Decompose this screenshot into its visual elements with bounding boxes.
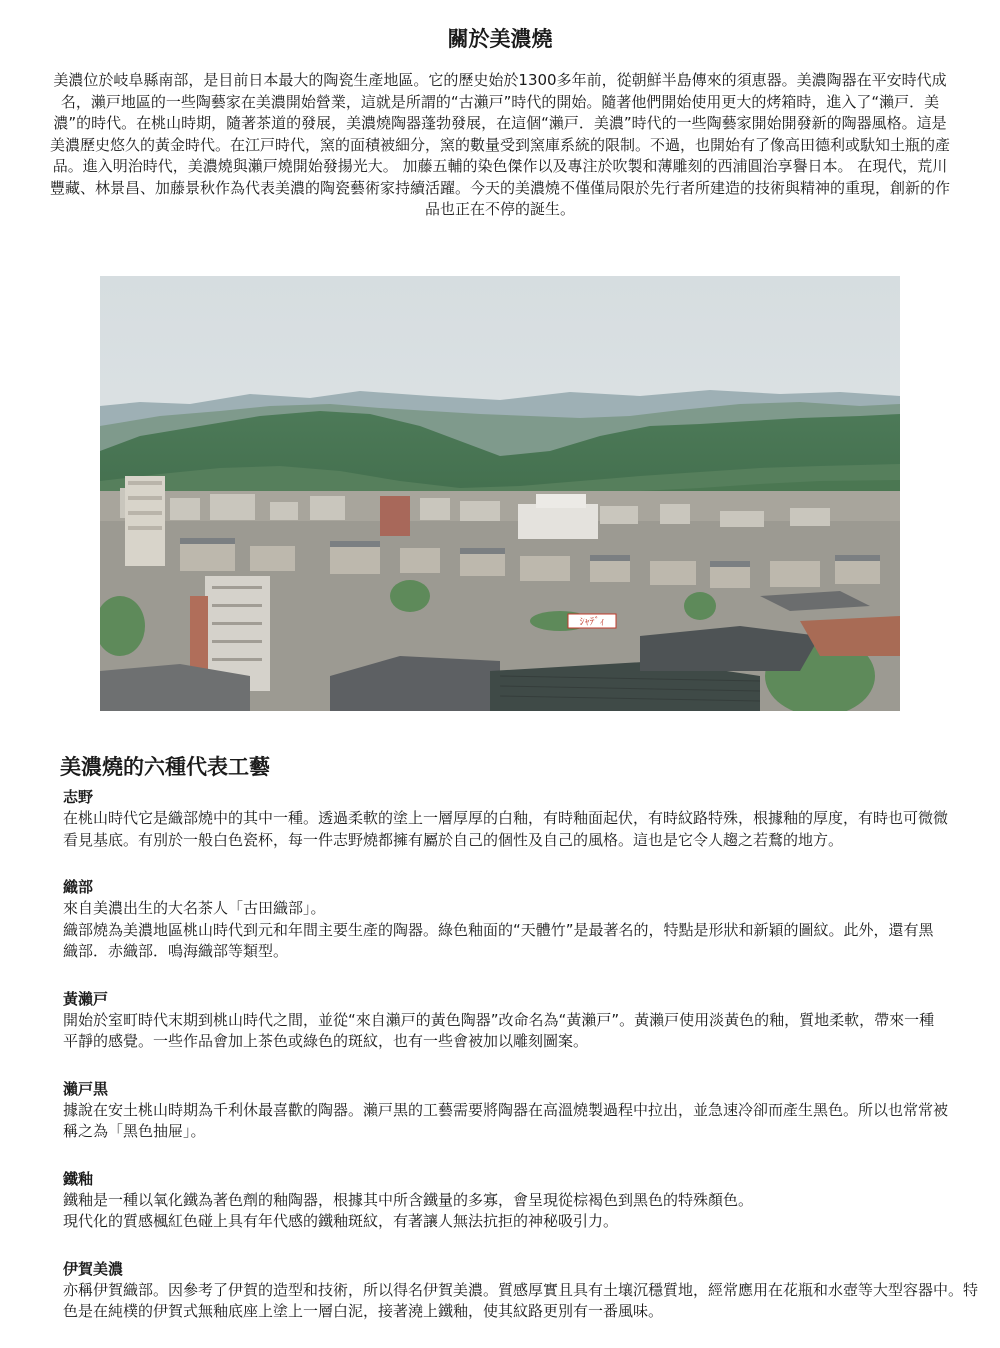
craft-item-shino <box>63 786 983 851</box>
craft-item-iga-mino <box>63 1258 983 1323</box>
craft-name: 瀨戸黒 <box>63 1079 109 1098</box>
craft-item-setoguro <box>63 1078 983 1143</box>
craft-description: 來自美濃出生的大名茶人「古田織部」。 <box>63 899 326 917</box>
craft-description: 開始於室町時代末期到桃山時代之間，並從“來自瀨戸的黃色陶器”改命名為“黃瀨戸”。黃瀨戸使用淡黃色的釉，質地柔軟，帶來一種平靜的感覺。一些作品會加上茶色或綠色的斑紋，也有一些會被加以雕刻圖案。 <box>63 1010 935 1050</box>
photo-sign-text: ｼｬﾃﾞｨ <box>579 617 605 628</box>
craft-description: 在桃山時代它是織部燒中的其中一種。透過柔軟的塗上一層厚厚的白釉，有時釉面起伏，有時紋路特殊，根據釉的厚度，有時也可微微看見基底。有別於一般白色瓷杯，每一件志野燒都擁有屬於自己的個性及自己的風格。這也是它令人趨之若鶩的地方。 <box>63 809 949 849</box>
craft-item-kiseto <box>63 988 983 1053</box>
craft-description: 現代化的質感楓紅色碰上具有年代感的鐵釉斑紋，有著讓人無法抗拒的神秘吸引力。 <box>63 1212 619 1230</box>
craft-description: 亦稱伊賀織部。因參考了伊賀的造型和技術，所以得名伊賀美濃。質感厚實且具有土壤沉穩質地，經常應用在花瓶和水壺等大型容器中。特色是在純樸的伊賀式無釉底座上塗上一層白泥，接著澆上鐵釉，使其紋路更別有一番風味。 <box>63 1280 979 1320</box>
intro-paragraph: 美濃位於岐阜縣南部，是目前日本最大的陶瓷生產地區。它的歷史始於1300多年前，從朝鮮半島傳來的須恵器。美濃陶器在平安時代成名，瀨戸地區的一些陶藝家在美濃開始營業，這就是所謂的“古瀨戸”時代的開始。隨著他們開始使用更大的烤箱時，進入了“瀨戸．美濃”的時代。在桃山時期，隨著茶道的發展，美濃燒陶器蓬勃發展，在這個“瀨戸．美濃”時代的一些陶藝家開始開發新的陶器風格。這是美濃歷史悠久的黃金時代。在江戸時代，窯的面積被細分，窯的數量受到窯庫系統的限制。不過，也開始有了像高田德利或馱知土瓶的產品。進入明治時代，美濃燒與瀨戸燒開始發揚光大。 加藤五輔的染色傑作以及專注於吹製和薄雕刻的西浦圓治享譽日本。 在現代，荒川豐藏、林景昌、加藤景秋作為代表美濃的陶瓷藝術家持續活躍。今天的美濃燒不僅僅局限於先行者所建造的技術與精神的重現，創新的作品也正在不停的誕生。 <box>49 71 950 218</box>
page-title: 關於美濃燒 <box>447 27 553 51</box>
craft-description: 織部燒為美濃地區桃山時代到元和年間主要生產的陶器。綠色釉面的“天體竹”是最著名的，特點是形狀和新穎的圖紋。此外，還有黑織部．赤織部．鳴海織部等類型。 <box>63 920 934 960</box>
craft-item-oribe <box>63 876 983 963</box>
craft-name: 志野 <box>63 788 94 806</box>
craft-name: 鐵釉 <box>63 1169 94 1188</box>
craft-name: 伊賀美濃 <box>63 1259 124 1278</box>
craft-name: 黃瀨戸 <box>63 989 109 1008</box>
craft-description: 據說在安土桃山時期為千利休最喜歡的陶器。瀨戸黒的工藝需要將陶器在高溫燒製過程中拉出，並急速冷卻而產生黑色。所以也常常被稱之為「黑色抽屉」。 <box>63 1100 949 1140</box>
town-landscape-photo <box>100 276 900 711</box>
craft-item-tetsuyu <box>63 1168 983 1233</box>
craft-list <box>63 786 983 1348</box>
section-title: 美濃燒的六種代表工藝 <box>60 755 270 779</box>
craft-name: 織部 <box>63 878 94 896</box>
craft-description: 鐵釉是一種以氧化鐵為著色劑的釉陶器，根據其中所含鐵量的多寡，會呈現從棕褐色到黑色的特殊顏色。 <box>63 1190 754 1209</box>
